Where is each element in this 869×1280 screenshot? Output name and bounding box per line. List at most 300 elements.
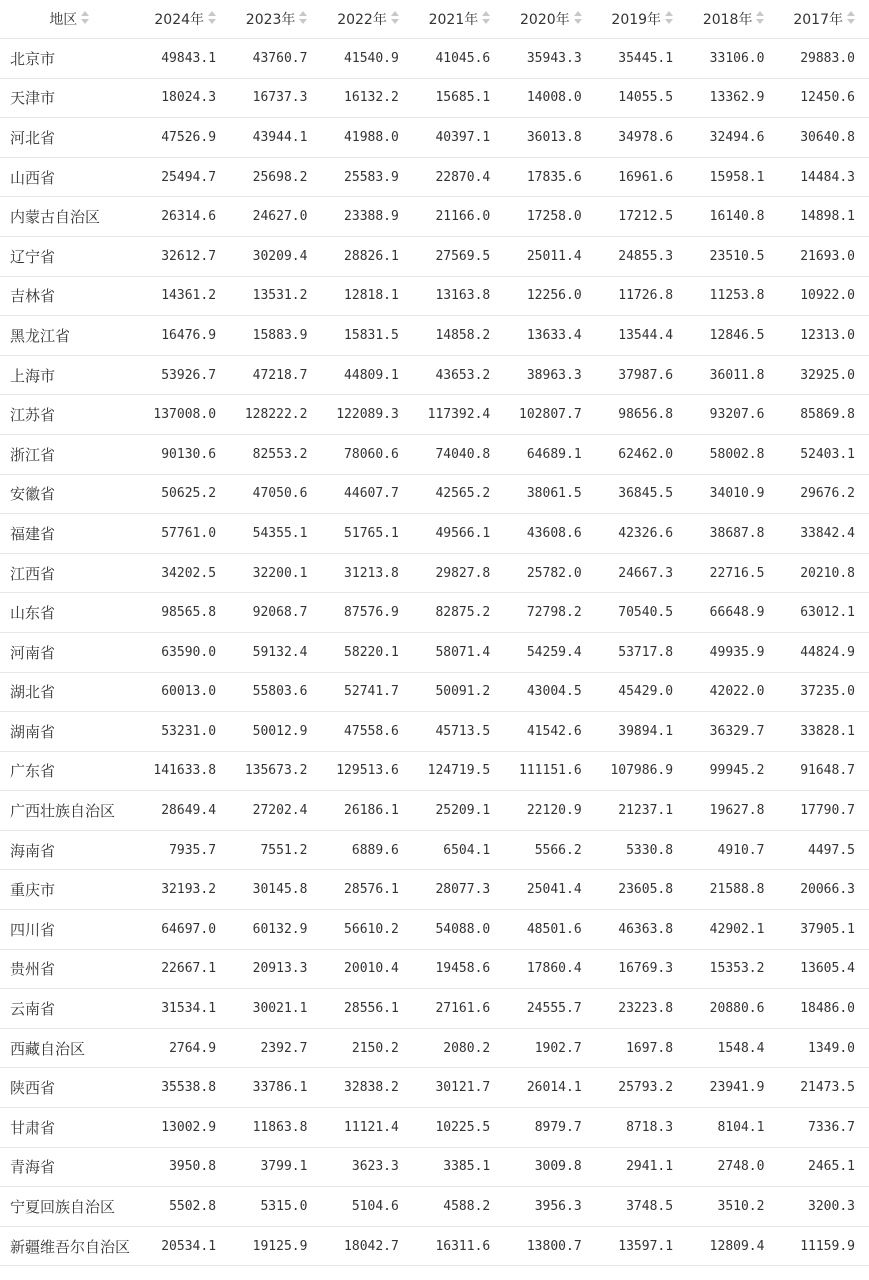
sort-ascending-icon[interactable] — [81, 11, 89, 16]
value-cell: 21473.5 — [778, 1068, 869, 1108]
value-cell: 15685.1 — [413, 78, 504, 118]
value-cell: 31213.8 — [321, 553, 412, 593]
region-cell: 天津市 — [0, 78, 139, 118]
region-cell: 甘肃省 — [0, 1108, 139, 1148]
value-cell: 141633.8 — [139, 751, 230, 791]
value-cell: 15353.2 — [687, 949, 778, 989]
sort-descending-icon[interactable] — [482, 19, 490, 24]
value-cell: 1697.8 — [596, 1028, 687, 1068]
value-cell: 32200.1 — [230, 553, 321, 593]
value-cell: 14361.2 — [139, 276, 230, 316]
region-cell: 江苏省 — [0, 395, 139, 435]
value-cell: 135673.2 — [230, 751, 321, 791]
value-cell: 45429.0 — [596, 672, 687, 712]
value-cell: 25793.2 — [596, 1068, 687, 1108]
table-row — [0, 236, 869, 276]
value-cell: 74040.8 — [413, 434, 504, 474]
value-cell: 2392.7 — [230, 1028, 321, 1068]
value-cell: 55803.6 — [230, 672, 321, 712]
value-cell: 58071.4 — [413, 632, 504, 672]
value-cell: 56610.2 — [321, 910, 412, 950]
region-cell: 广东省 — [0, 751, 139, 791]
value-cell: 111151.6 — [504, 751, 595, 791]
value-cell: 3510.2 — [687, 1187, 778, 1227]
value-cell: 27161.6 — [413, 989, 504, 1029]
value-cell: 12818.1 — [321, 276, 412, 316]
value-cell: 53717.8 — [596, 632, 687, 672]
value-cell: 30121.7 — [413, 1068, 504, 1108]
table-row — [0, 355, 869, 395]
value-cell: 20534.1 — [139, 1226, 230, 1266]
value-cell: 3956.3 — [504, 1187, 595, 1227]
value-cell: 30209.4 — [230, 236, 321, 276]
sort-icon[interactable] — [756, 11, 764, 25]
value-cell: 22870.4 — [413, 157, 504, 197]
value-cell: 36845.5 — [596, 474, 687, 514]
value-cell: 47526.9 — [139, 118, 230, 158]
value-cell: 14898.1 — [778, 197, 869, 237]
value-cell: 38687.8 — [687, 514, 778, 554]
value-cell: 2941.1 — [596, 1147, 687, 1187]
table-row — [0, 672, 869, 712]
value-cell: 92068.7 — [230, 593, 321, 633]
region-cell: 辽宁省 — [0, 236, 139, 276]
header-row — [0, 0, 869, 39]
value-cell: 19458.6 — [413, 949, 504, 989]
value-cell: 47218.7 — [230, 355, 321, 395]
value-cell: 43653.2 — [413, 355, 504, 395]
value-cell: 23941.9 — [687, 1068, 778, 1108]
region-cell: 重庆市 — [0, 870, 139, 910]
sort-icon[interactable] — [299, 11, 307, 25]
value-cell: 16132.2 — [321, 78, 412, 118]
value-cell: 52403.1 — [778, 434, 869, 474]
value-cell: 137008.0 — [139, 395, 230, 435]
value-cell: 25782.0 — [504, 553, 595, 593]
value-cell: 20210.8 — [778, 553, 869, 593]
value-cell: 8104.1 — [687, 1108, 778, 1148]
sort-ascending-icon[interactable] — [574, 11, 582, 16]
sort-ascending-icon[interactable] — [482, 11, 490, 16]
column-header-label: 地区 — [49, 12, 78, 28]
value-cell: 47558.6 — [321, 712, 412, 752]
value-cell: 42902.1 — [687, 910, 778, 950]
table-row — [0, 751, 869, 791]
value-cell: 66648.9 — [687, 593, 778, 633]
table-row — [0, 514, 869, 554]
value-cell: 14484.3 — [778, 157, 869, 197]
value-cell: 43944.1 — [230, 118, 321, 158]
table-row — [0, 474, 869, 514]
value-cell: 11253.8 — [687, 276, 778, 316]
value-cell: 7935.7 — [139, 830, 230, 870]
value-cell: 14055.5 — [596, 78, 687, 118]
region-cell: 陕西省 — [0, 1068, 139, 1108]
value-cell: 50625.2 — [139, 474, 230, 514]
value-cell: 46363.8 — [596, 910, 687, 950]
value-cell: 14858.2 — [413, 316, 504, 356]
value-cell: 13163.8 — [413, 276, 504, 316]
value-cell: 25209.1 — [413, 791, 504, 831]
column-header-label: 2018年 — [702, 12, 753, 28]
value-cell: 32925.0 — [778, 355, 869, 395]
table-row — [0, 949, 869, 989]
value-cell: 11726.8 — [596, 276, 687, 316]
value-cell: 20066.3 — [778, 870, 869, 910]
value-cell: 8979.7 — [504, 1108, 595, 1148]
table-row — [0, 830, 869, 870]
value-cell: 41988.0 — [321, 118, 412, 158]
region-cell: 山东省 — [0, 593, 139, 633]
sort-descending-icon[interactable] — [847, 19, 855, 24]
region-cell: 河北省 — [0, 118, 139, 158]
value-cell: 28077.3 — [413, 870, 504, 910]
value-cell: 42565.2 — [413, 474, 504, 514]
value-cell: 43608.6 — [504, 514, 595, 554]
table-row — [0, 395, 869, 435]
value-cell: 25494.7 — [139, 157, 230, 197]
value-cell: 29883.0 — [778, 39, 869, 79]
region-cell: 宁夏回族自治区 — [0, 1187, 139, 1227]
sort-icon[interactable] — [81, 11, 89, 25]
value-cell: 41540.9 — [321, 39, 412, 79]
region-cell: 浙江省 — [0, 434, 139, 474]
region-cell: 上海市 — [0, 355, 139, 395]
sort-ascending-icon[interactable] — [665, 11, 673, 16]
value-cell: 16961.6 — [596, 157, 687, 197]
column-header-year[interactable] — [413, 0, 504, 39]
value-cell: 12313.0 — [778, 316, 869, 356]
value-cell: 33786.1 — [230, 1068, 321, 1108]
region-cell: 新疆维吾尔自治区 — [0, 1226, 139, 1266]
value-cell: 26014.1 — [504, 1068, 595, 1108]
value-cell: 21588.8 — [687, 870, 778, 910]
value-cell: 36011.8 — [687, 355, 778, 395]
column-header-year[interactable] — [321, 0, 412, 39]
value-cell: 25041.4 — [504, 870, 595, 910]
region-cell: 内蒙古自治区 — [0, 197, 139, 237]
value-cell: 28576.1 — [321, 870, 412, 910]
column-header-label: 2020年 — [520, 12, 570, 28]
sort-descending-icon[interactable] — [756, 19, 764, 24]
value-cell: 64697.0 — [139, 910, 230, 950]
table-row — [0, 712, 869, 752]
table-row — [0, 553, 869, 593]
value-cell: 15958.1 — [687, 157, 778, 197]
value-cell: 20880.6 — [687, 989, 778, 1029]
region-cell: 青海省 — [0, 1147, 139, 1187]
table-row — [0, 197, 869, 237]
value-cell: 33106.0 — [687, 39, 778, 79]
sort-ascending-icon[interactable] — [847, 11, 855, 16]
value-cell: 24667.3 — [596, 553, 687, 593]
value-cell: 21693.0 — [778, 236, 869, 276]
value-cell: 11159.9 — [778, 1226, 869, 1266]
value-cell: 58002.8 — [687, 434, 778, 474]
table-header — [0, 0, 869, 39]
sort-icon[interactable] — [391, 11, 399, 25]
sort-icon[interactable] — [482, 11, 490, 25]
value-cell: 19125.9 — [230, 1226, 321, 1266]
region-cell: 安徽省 — [0, 474, 139, 514]
value-cell: 10922.0 — [778, 276, 869, 316]
value-cell: 37905.1 — [778, 910, 869, 950]
value-cell: 38061.5 — [504, 474, 595, 514]
table-row — [0, 593, 869, 633]
value-cell: 13362.9 — [687, 78, 778, 118]
region-cell: 江西省 — [0, 553, 139, 593]
column-header-year[interactable] — [596, 0, 687, 39]
table-row — [0, 1068, 869, 1108]
value-cell: 54355.1 — [230, 514, 321, 554]
value-cell: 48501.6 — [504, 910, 595, 950]
value-cell: 53231.0 — [139, 712, 230, 752]
sort-descending-icon[interactable] — [665, 19, 673, 24]
value-cell: 13800.7 — [504, 1226, 595, 1266]
value-cell: 7551.2 — [230, 830, 321, 870]
value-cell: 47050.6 — [230, 474, 321, 514]
sort-icon[interactable] — [574, 11, 582, 25]
value-cell: 102807.7 — [504, 395, 595, 435]
value-cell: 41045.6 — [413, 39, 504, 79]
value-cell: 7336.7 — [778, 1108, 869, 1148]
value-cell: 72798.2 — [504, 593, 595, 633]
value-cell: 60132.9 — [230, 910, 321, 950]
value-cell: 39894.1 — [596, 712, 687, 752]
value-cell: 124719.5 — [413, 751, 504, 791]
value-cell: 17835.6 — [504, 157, 595, 197]
value-cell: 122089.3 — [321, 395, 412, 435]
value-cell: 3623.3 — [321, 1147, 412, 1187]
value-cell: 6504.1 — [413, 830, 504, 870]
table-row — [0, 118, 869, 158]
value-cell: 12846.5 — [687, 316, 778, 356]
table-row — [0, 78, 869, 118]
value-cell: 30640.8 — [778, 118, 869, 158]
value-cell: 28649.4 — [139, 791, 230, 831]
value-cell: 43760.7 — [230, 39, 321, 79]
value-cell: 26186.1 — [321, 791, 412, 831]
value-cell: 25698.2 — [230, 157, 321, 197]
value-cell: 34978.6 — [596, 118, 687, 158]
table-row — [0, 1147, 869, 1187]
sort-descending-icon[interactable] — [81, 19, 89, 24]
column-header-year[interactable] — [687, 0, 778, 39]
value-cell: 42022.0 — [687, 672, 778, 712]
value-cell: 24627.0 — [230, 197, 321, 237]
value-cell: 4497.5 — [778, 830, 869, 870]
value-cell: 16311.6 — [413, 1226, 504, 1266]
value-cell: 2764.9 — [139, 1028, 230, 1068]
value-cell: 30021.1 — [230, 989, 321, 1029]
table-row — [0, 910, 869, 950]
value-cell: 1548.4 — [687, 1028, 778, 1068]
column-header-label: 2019年 — [611, 12, 662, 28]
value-cell: 78060.6 — [321, 434, 412, 474]
value-cell: 42326.6 — [596, 514, 687, 554]
value-cell: 11863.8 — [230, 1108, 321, 1148]
column-header-label: 2024年 — [154, 12, 205, 28]
value-cell: 54088.0 — [413, 910, 504, 950]
value-cell: 35538.8 — [139, 1068, 230, 1108]
value-cell: 33842.4 — [778, 514, 869, 554]
value-cell: 35943.3 — [504, 39, 595, 79]
value-cell: 59132.4 — [230, 632, 321, 672]
value-cell: 2465.1 — [778, 1147, 869, 1187]
value-cell: 5315.0 — [230, 1187, 321, 1227]
value-cell: 5566.2 — [504, 830, 595, 870]
column-header-year[interactable] — [230, 0, 321, 39]
value-cell: 13531.2 — [230, 276, 321, 316]
value-cell: 3799.1 — [230, 1147, 321, 1187]
value-cell: 37987.6 — [596, 355, 687, 395]
value-cell: 50091.2 — [413, 672, 504, 712]
value-cell: 36329.7 — [687, 712, 778, 752]
value-cell: 10225.5 — [413, 1108, 504, 1148]
table-row — [0, 1028, 869, 1068]
value-cell: 63012.1 — [778, 593, 869, 633]
value-cell: 24855.3 — [596, 236, 687, 276]
value-cell: 2150.2 — [321, 1028, 412, 1068]
value-cell: 64689.1 — [504, 434, 595, 474]
sort-descending-icon[interactable] — [574, 19, 582, 24]
value-cell: 3200.3 — [778, 1187, 869, 1227]
value-cell: 128222.2 — [230, 395, 321, 435]
region-cell: 福建省 — [0, 514, 139, 554]
table-row — [0, 791, 869, 831]
value-cell: 32494.6 — [687, 118, 778, 158]
table-row — [0, 989, 869, 1029]
region-cell: 河南省 — [0, 632, 139, 672]
region-cell: 广西壮族自治区 — [0, 791, 139, 831]
region-cell: 海南省 — [0, 830, 139, 870]
value-cell: 38963.3 — [504, 355, 595, 395]
region-cell: 湖北省 — [0, 672, 139, 712]
value-cell: 44824.9 — [778, 632, 869, 672]
column-header-year[interactable] — [778, 0, 869, 39]
column-header-label: 2017年 — [793, 12, 843, 28]
value-cell: 2748.0 — [687, 1147, 778, 1187]
value-cell: 14008.0 — [504, 78, 595, 118]
column-header-year[interactable] — [504, 0, 595, 39]
value-cell: 49566.1 — [413, 514, 504, 554]
column-header-label: 2021年 — [428, 12, 479, 28]
region-cell: 吉林省 — [0, 276, 139, 316]
value-cell: 37235.0 — [778, 672, 869, 712]
value-cell: 29676.2 — [778, 474, 869, 514]
value-cell: 3009.8 — [504, 1147, 595, 1187]
value-cell: 23605.8 — [596, 870, 687, 910]
value-cell: 15883.9 — [230, 316, 321, 356]
value-cell: 12809.4 — [687, 1226, 778, 1266]
table-row — [0, 1187, 869, 1227]
value-cell: 2080.2 — [413, 1028, 504, 1068]
value-cell: 34010.9 — [687, 474, 778, 514]
value-cell: 6889.6 — [321, 830, 412, 870]
region-cell: 贵州省 — [0, 949, 139, 989]
value-cell: 27569.5 — [413, 236, 504, 276]
value-cell: 87576.9 — [321, 593, 412, 633]
value-cell: 12450.6 — [778, 78, 869, 118]
value-cell: 49935.9 — [687, 632, 778, 672]
value-cell: 4910.7 — [687, 830, 778, 870]
value-cell: 13002.9 — [139, 1108, 230, 1148]
value-cell: 3748.5 — [596, 1187, 687, 1227]
value-cell: 24555.7 — [504, 989, 595, 1029]
value-cell: 53926.7 — [139, 355, 230, 395]
value-cell: 5502.8 — [139, 1187, 230, 1227]
table-row — [0, 316, 869, 356]
sort-descending-icon[interactable] — [299, 19, 307, 24]
value-cell: 3950.8 — [139, 1147, 230, 1187]
value-cell: 25583.9 — [321, 157, 412, 197]
value-cell: 43004.5 — [504, 672, 595, 712]
value-cell: 40397.1 — [413, 118, 504, 158]
value-cell: 3385.1 — [413, 1147, 504, 1187]
value-cell: 16769.3 — [596, 949, 687, 989]
sort-ascending-icon[interactable] — [299, 11, 307, 16]
sort-ascending-icon[interactable] — [208, 11, 216, 16]
table-body — [0, 39, 869, 1266]
value-cell: 34202.5 — [139, 553, 230, 593]
sort-icon[interactable] — [847, 11, 855, 25]
region-cell: 山西省 — [0, 157, 139, 197]
sort-descending-icon[interactable] — [208, 19, 216, 24]
column-header-region[interactable] — [0, 0, 139, 39]
value-cell: 35445.1 — [596, 39, 687, 79]
value-cell: 44607.7 — [321, 474, 412, 514]
value-cell: 21237.1 — [596, 791, 687, 831]
sort-icon[interactable] — [665, 11, 673, 25]
value-cell: 29827.8 — [413, 553, 504, 593]
table-row — [0, 632, 869, 672]
region-cell: 黑龙江省 — [0, 316, 139, 356]
sort-ascending-icon[interactable] — [756, 11, 764, 16]
value-cell: 32838.2 — [321, 1068, 412, 1108]
value-cell: 17790.7 — [778, 791, 869, 831]
value-cell: 13597.1 — [596, 1226, 687, 1266]
table-row — [0, 434, 869, 474]
value-cell: 17860.4 — [504, 949, 595, 989]
value-cell: 32612.7 — [139, 236, 230, 276]
value-cell: 51765.1 — [321, 514, 412, 554]
value-cell: 62462.0 — [596, 434, 687, 474]
value-cell: 98656.8 — [596, 395, 687, 435]
column-header-year[interactable] — [139, 0, 230, 39]
value-cell: 22716.5 — [687, 553, 778, 593]
value-cell: 99945.2 — [687, 751, 778, 791]
value-cell: 18486.0 — [778, 989, 869, 1029]
value-cell: 90130.6 — [139, 434, 230, 474]
value-cell: 31534.1 — [139, 989, 230, 1029]
value-cell: 11121.4 — [321, 1108, 412, 1148]
sort-descending-icon[interactable] — [391, 19, 399, 24]
value-cell: 49843.1 — [139, 39, 230, 79]
sort-icon[interactable] — [208, 11, 216, 25]
value-cell: 20010.4 — [321, 949, 412, 989]
table-row — [0, 1108, 869, 1148]
value-cell: 93207.6 — [687, 395, 778, 435]
value-cell: 17212.5 — [596, 197, 687, 237]
value-cell: 17258.0 — [504, 197, 595, 237]
value-cell: 28556.1 — [321, 989, 412, 1029]
value-cell: 107986.9 — [596, 751, 687, 791]
value-cell: 54259.4 — [504, 632, 595, 672]
sort-ascending-icon[interactable] — [391, 11, 399, 16]
region-cell: 西藏自治区 — [0, 1028, 139, 1068]
value-cell: 58220.1 — [321, 632, 412, 672]
value-cell: 12256.0 — [504, 276, 595, 316]
